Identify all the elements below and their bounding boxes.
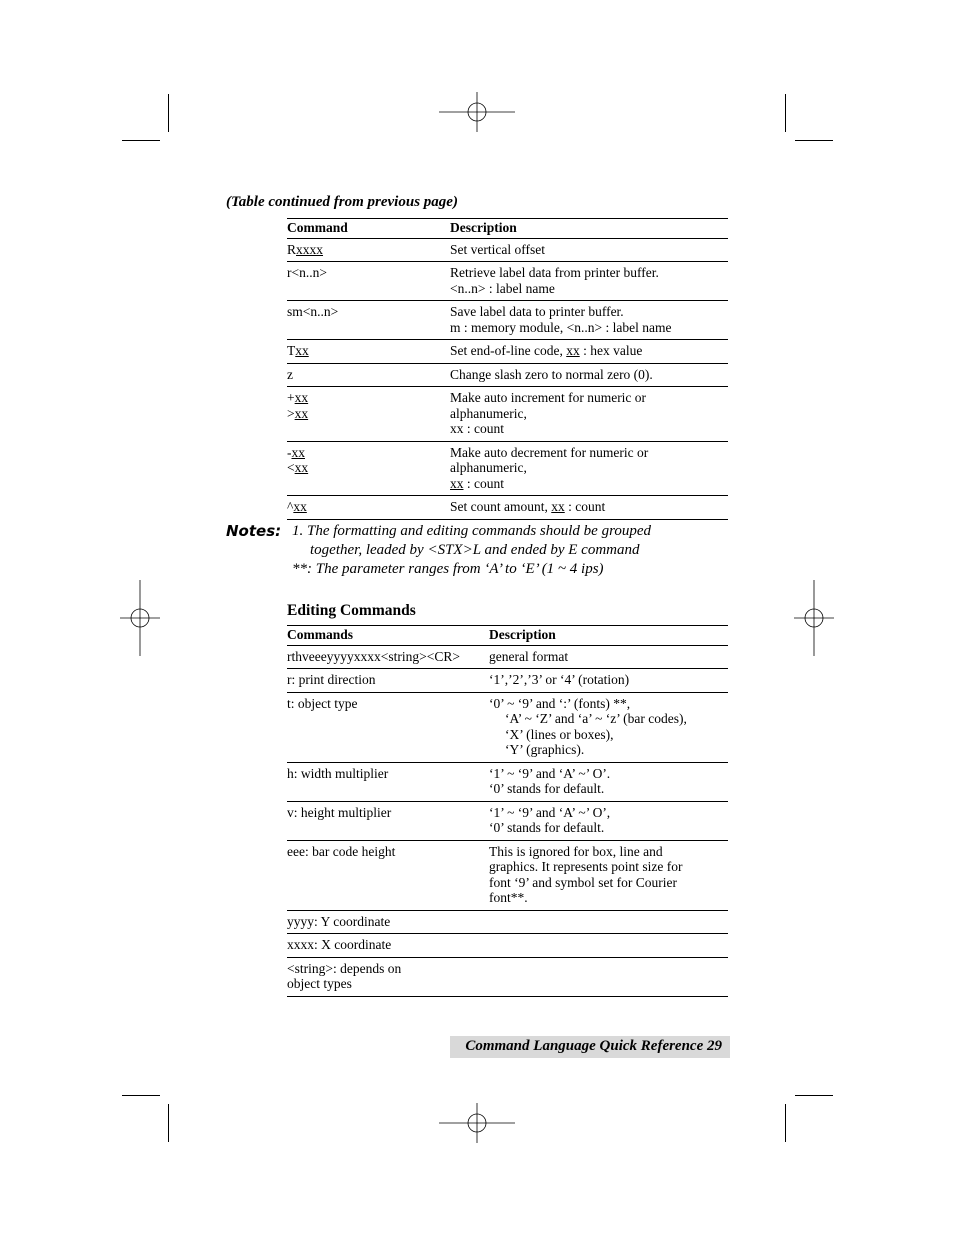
command-cell (287, 238, 450, 262)
command-line: t: object type (287, 695, 358, 711)
description-line (450, 499, 728, 515)
command-cell (287, 496, 450, 520)
column-header-commands: Commands (287, 627, 354, 642)
description-line (450, 476, 728, 492)
description-line: Make auto decrement for numeric or (450, 444, 649, 460)
note-line-2: together, leaded by <STX>L and ended by E command (310, 542, 640, 558)
command-line (287, 406, 450, 422)
command-cell (287, 387, 450, 442)
description-cell (489, 910, 728, 934)
command-cell (287, 840, 489, 910)
command-line (287, 445, 450, 461)
description-cell (489, 645, 728, 669)
registration-mark-left-icon (120, 578, 160, 658)
command-prefix: ^ (287, 499, 294, 514)
column-header-description: Description (450, 220, 517, 235)
description-line: ‘0’ stands for default. (489, 820, 605, 835)
command-cell (287, 301, 450, 340)
description-cell (489, 801, 728, 840)
note-line-3: **: The parameter ranges from ‘A’ to ‘E’ (1 ~ 4 ips) (292, 561, 604, 577)
description-line: Set vertical offset (450, 241, 545, 257)
description-cell (489, 840, 728, 910)
command-line (287, 460, 450, 476)
command-prefix: T (287, 343, 296, 358)
command-param: xx (294, 460, 309, 475)
table-row (287, 692, 728, 762)
table-row (287, 496, 728, 520)
table-row (287, 363, 728, 387)
page-footer (450, 1036, 730, 1058)
command-line: rthveeeyyyyxxxx<string><CR> (287, 648, 460, 664)
description-line: <n..n> : label name (450, 280, 555, 296)
editing-commands-title: Editing Commands (287, 602, 416, 619)
command-prefix: + (287, 390, 295, 405)
command-cell (287, 762, 489, 801)
description-cell (450, 387, 728, 442)
description-line: font**. (489, 890, 528, 905)
description-cell (450, 238, 728, 262)
command-cell (287, 669, 489, 693)
description-line: ‘0’ ~ ‘9’ and ‘:’ (fonts) **, (489, 695, 631, 711)
notes-label: Notes: (226, 522, 282, 540)
registration-mark-bottom-icon (437, 1103, 517, 1143)
table-row (287, 441, 728, 496)
description-line: ‘1’,’2’,’3’ or ‘4’ (rotation) (489, 672, 630, 687)
table-row (287, 669, 728, 693)
description-text: : count (564, 499, 606, 514)
description-line: graphics. It represents point size for (489, 859, 683, 874)
description-line: Make auto increment for numeric or (450, 390, 647, 405)
column-header-command: Command (287, 220, 348, 235)
table-row (287, 238, 728, 262)
editing-commands-table (287, 625, 728, 997)
command-prefix: > (287, 405, 295, 421)
description-cell (489, 692, 728, 762)
command-param: xx (294, 405, 309, 421)
description-line: xx : count (450, 421, 504, 436)
description-cell (489, 934, 728, 958)
table-row (287, 840, 728, 910)
description-line: ‘1’ ~ ‘9’ and ‘A’ ~’ O’, (489, 804, 611, 820)
command-cell (287, 692, 489, 762)
description-line: Change slash zero to normal zero (0). (450, 366, 653, 382)
description-line: Retrieve label data from printer buffer. (450, 265, 659, 280)
command-cell (287, 363, 450, 387)
description-cell (450, 340, 728, 364)
command-param: xx (293, 499, 307, 514)
description-line (450, 343, 728, 359)
command-param: xx (294, 390, 309, 405)
command-cell (287, 645, 489, 669)
command-cell (287, 957, 489, 996)
table-row (287, 934, 728, 958)
description-cell (450, 363, 728, 387)
registration-mark-top-icon (437, 92, 517, 132)
description-line: ‘X’ (lines or boxes), (505, 726, 614, 742)
command-cell (287, 340, 450, 364)
description-line: This is ignored for box, line and (489, 843, 663, 859)
command-line (287, 390, 450, 406)
description-line: ‘0’ stands for default. (489, 781, 605, 796)
command-prefix: R (287, 241, 297, 257)
description-cell (450, 441, 728, 496)
description-cell (450, 301, 728, 340)
description-line: ‘1’ ~ ‘9’ and ‘A’ ~’ O’. (489, 765, 611, 781)
table-row (287, 262, 728, 301)
command-cell (287, 262, 450, 301)
table-row (287, 645, 728, 669)
continued-title: (Table continued from previous page) (226, 194, 458, 210)
description-text: : count (463, 475, 504, 491)
description-line: m : memory module, <n..n> : label name (450, 319, 672, 335)
note-line-1: 1. The formatting and editing commands should be grouped (292, 523, 652, 539)
command-line: eee: bar code height (287, 843, 396, 859)
description-line: ‘A’ ~ ‘Z’ and ‘a’ ~ ‘z’ (bar codes), (505, 711, 687, 726)
description-line: Save label data to printer buffer. (450, 304, 624, 319)
description-text: Set count amount, (450, 499, 552, 514)
description-cell (450, 262, 728, 301)
command-prefix: < (287, 460, 295, 475)
table-row (287, 340, 728, 364)
table-header-row (287, 219, 728, 239)
command-line: v: height multiplier (287, 804, 392, 820)
command-table (287, 218, 728, 520)
table-row (287, 801, 728, 840)
command-line: h: width multiplier (287, 765, 389, 781)
table-row (287, 957, 728, 996)
table-header-row (287, 626, 728, 646)
editing-table-body (287, 645, 728, 996)
description-line: ‘Y’ (graphics). (505, 742, 585, 757)
column-header-description: Description (489, 627, 556, 642)
notes-text (292, 522, 651, 579)
command-prefix: - (287, 444, 292, 460)
command-line: xxxx: X coordinate (287, 937, 392, 952)
description-cell (489, 957, 728, 996)
command-cell (287, 441, 450, 496)
description-param: xx (450, 475, 464, 491)
table-row (287, 910, 728, 934)
command-table-body (287, 238, 728, 519)
command-line: yyyy: Y coordinate (287, 913, 391, 929)
command-cell (287, 910, 489, 934)
description-cell (450, 496, 728, 520)
command-cell (287, 801, 489, 840)
table-row (287, 762, 728, 801)
description-param: xx (551, 499, 565, 514)
description-line: general format (489, 648, 569, 664)
description-line: font ‘9’ and symbol set for Courier (489, 874, 677, 890)
command-param: xx (291, 444, 305, 460)
description-cell (489, 762, 728, 801)
description-text: Set end-of-line code, (450, 343, 567, 358)
command-param: xx (295, 343, 309, 358)
table-row (287, 387, 728, 442)
command-line: <string>: depends on (287, 960, 402, 976)
table-row (287, 301, 728, 340)
description-param: xx (566, 343, 580, 358)
command-line: r: print direction (287, 672, 376, 687)
footer-text: Command Language Quick Reference 29 (465, 1038, 722, 1054)
command-line: object types (287, 976, 352, 991)
command-param: xxxx (296, 241, 324, 257)
description-text: : hex value (579, 343, 643, 358)
command-cell (287, 934, 489, 958)
registration-mark-right-icon (794, 578, 834, 658)
description-line: alphanumeric, (450, 460, 527, 475)
description-cell (489, 669, 728, 693)
command-text: z (287, 366, 293, 382)
command-text: sm<n..n> (287, 304, 339, 319)
description-line: alphanumeric, (450, 405, 527, 421)
command-text: r<n..n> (287, 265, 327, 280)
